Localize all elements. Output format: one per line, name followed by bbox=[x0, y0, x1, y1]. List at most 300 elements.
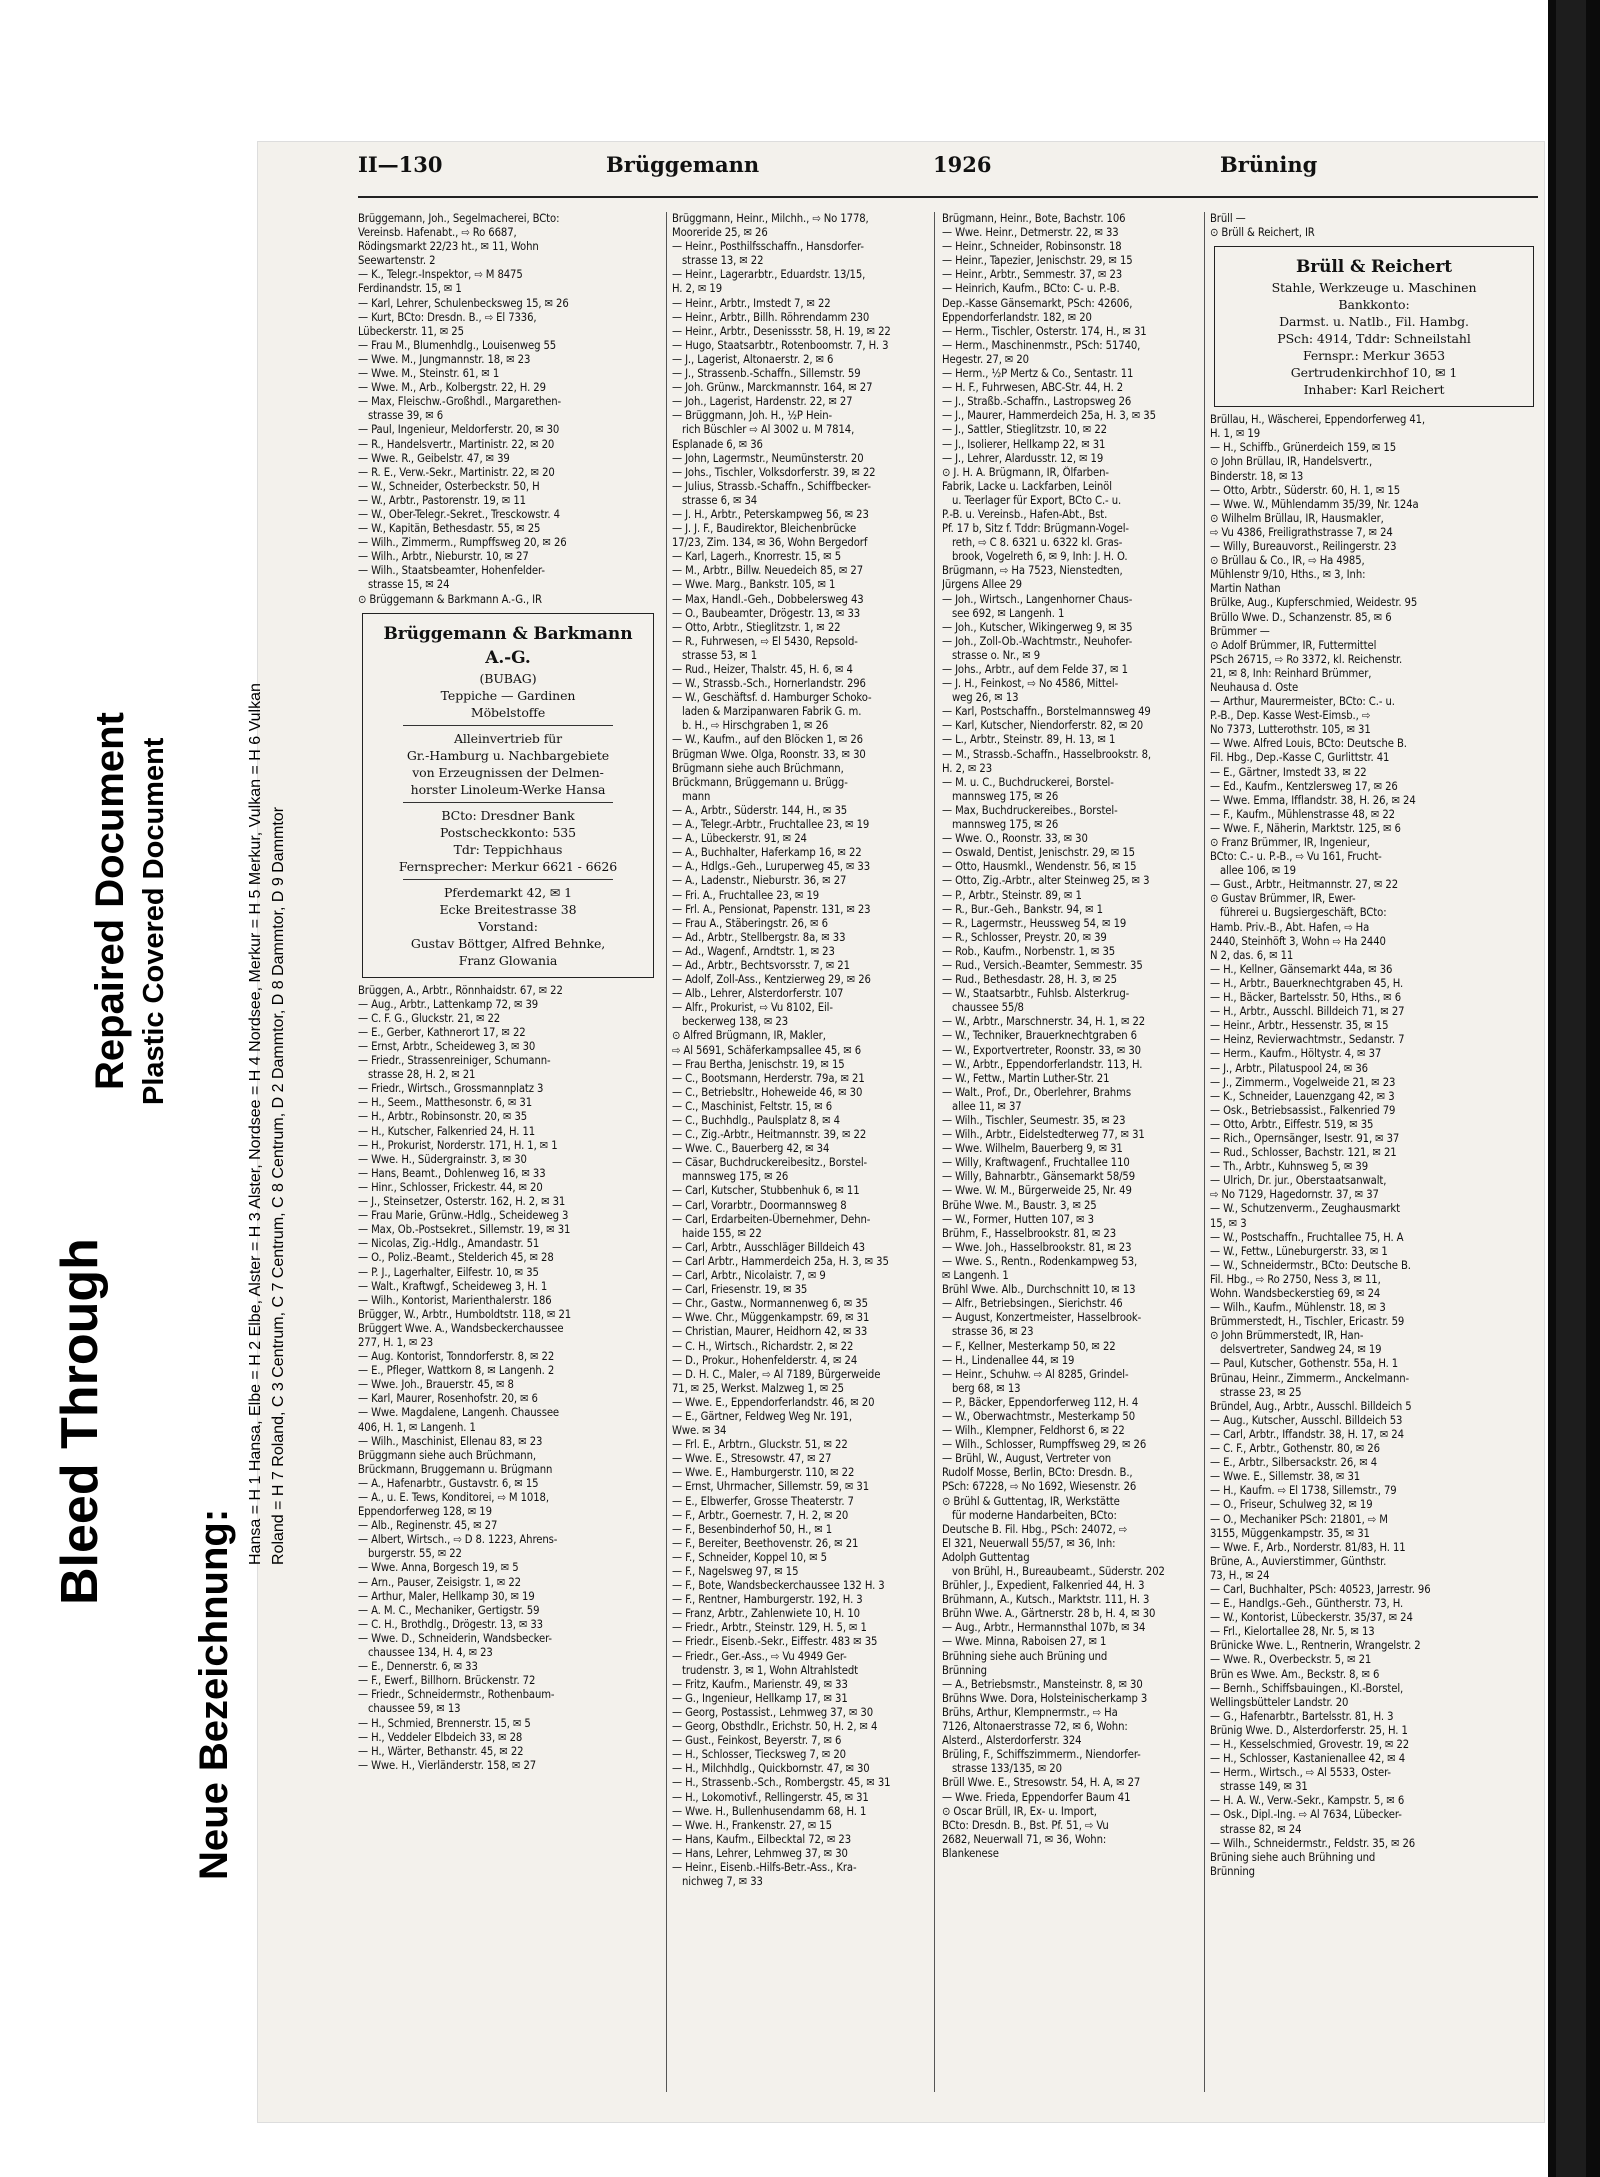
directory-entry: 21, ✉ 8, Inh: Reinhard Brümmer, bbox=[1210, 666, 1372, 680]
directory-entry: 17/23, Zim. 134, ✉ 36, Wohn Bergedorf bbox=[672, 536, 868, 550]
directory-entry: ⊙ John Brüllau, IR, Handelsvertr., bbox=[1210, 455, 1373, 469]
directory-entry: Brüggert Wwe. A., Wandsbeckerchaussee bbox=[358, 1321, 564, 1335]
directory-entry: — K., Telegr.-Inspektor, ⇨ M 8475 bbox=[358, 268, 523, 282]
directory-entry: — Aug. Kontorist, Tonndorferstr. 8, ✉ 22 bbox=[358, 1350, 555, 1364]
directory-entry: — O., Poliz.-Beamt., Stelderich 45, ✉ 28 bbox=[358, 1251, 554, 1265]
directory-entry: — Wilh., Tischler, Seumestr. 35, ✉ 23 bbox=[942, 1114, 1126, 1127]
directory-entry: Vereinsb. Hafenabt., ⇨ Ro 6687, bbox=[358, 226, 517, 240]
directory-entry: — Ad., Wagenf., Arndtstr. 1, ✉ 23 bbox=[672, 944, 835, 958]
directory-entry: — Ernst, Uhrmacher, Sillemstr. 59, ✉ 31 bbox=[672, 1480, 870, 1494]
directory-entry: — Otto, Arbtr., Eiffestr. 519, ✉ 35 bbox=[1210, 1117, 1374, 1131]
directory-entry: — Ad., Arbtr., Bechtsvorsstr. 7, ✉ 21 bbox=[672, 958, 850, 972]
directory-entry: — Wwe. E., Stresowstr. 47, ✉ 27 bbox=[672, 1452, 832, 1466]
directory-entry: Brückmann, Bruggemann u. Brügmann bbox=[358, 1462, 553, 1476]
directory-entry: — W., Kapitän, Bethesdastr. 55, ✉ 25 bbox=[358, 522, 541, 536]
directory-entry: 3155, Müggenkampstr. 35, ✉ 31 bbox=[1210, 1526, 1370, 1540]
advert-line: Möbelstoffe bbox=[470, 704, 546, 720]
advert-line: Postscheckkonto: 535 bbox=[439, 824, 577, 840]
directory-entry: strasse 53, ✉ 1 bbox=[682, 648, 758, 662]
directory-entry: Brünning bbox=[1210, 1864, 1255, 1878]
directory-entry: Blankenese bbox=[942, 1846, 999, 1860]
directory-entry: — W., Exportvertreter, Roonstr. 33, ✉ 30 bbox=[942, 1043, 1141, 1057]
directory-entry: H. 2, ✉ 23 bbox=[942, 761, 992, 775]
directory-entry: — Heinr., Schneider, Robinsonstr. 18 bbox=[942, 240, 1122, 254]
directory-entry: — Wwe. H., Bullenhusendamm 68, H. 1 bbox=[672, 1804, 867, 1818]
directory-entry: — P., Bäcker, Eppendorferweg 112, H. 4 bbox=[942, 1395, 1139, 1409]
directory-entry: — Wwe. M., Arb., Kolbergstr. 22, H. 29 bbox=[358, 381, 546, 395]
directory-entry: — Wwe. Joh., Brauerstr. 45, ✉ 8 bbox=[358, 1378, 514, 1392]
directory-entry: — C., Bootsmann, Herderstr. 79a, ✉ 21 bbox=[672, 1071, 865, 1085]
directory-entry: ⇨ Vu 4386, Freiligrathstrasse 7, ✉ 24 bbox=[1210, 525, 1393, 539]
directory-entry: rich Büschler ⇨ Al 3002 u. M 7814, bbox=[682, 423, 855, 437]
directory-entry: P.-B., Dep. Kasse West-Eimsb., ⇨ bbox=[1210, 709, 1371, 723]
directory-entry: Alsterd., Alsterdorferstr. 324 bbox=[942, 1734, 1082, 1748]
directory-entry: haide 155, ✉ 22 bbox=[682, 1226, 762, 1240]
directory-entry: — Wwe. Minna, Raboisen 27, ✉ 1 bbox=[942, 1635, 1107, 1649]
directory-entry: Dep.-Kasse Gänsemarkt, PSch: 42606, bbox=[942, 296, 1133, 310]
advert-line: Gr.-Hamburg u. Nachbargebiete bbox=[406, 747, 610, 763]
advert-abbr: (BUBAG) bbox=[479, 670, 537, 686]
directory-entry: Brüllau, H., Wäscherei, Eppendorferweg 41, bbox=[1210, 413, 1426, 427]
directory-entry: 406, H. 1, ✉ Langenh. 1 bbox=[358, 1420, 476, 1434]
directory-entry: — Fritz, Kaufm., Marienstr. 49, ✉ 33 bbox=[672, 1677, 848, 1691]
directory-entry: strasse 133/135, ✉ 20 bbox=[952, 1762, 1062, 1776]
directory-entry: — R., Handelsvertr., Martinistr. 22, ✉ 20 bbox=[358, 437, 555, 451]
directory-entry: — Frl., Kielortallee 28, Nr. 5, ✉ 13 bbox=[1210, 1625, 1375, 1639]
directory-entry: strasse 6, ✉ 34 bbox=[682, 493, 758, 507]
directory-entry: — W., Kontorist, Lübeckerstr. 35/37, ✉ 24 bbox=[1210, 1611, 1413, 1625]
advert-line: von Erzeugnissen der Delmen- bbox=[412, 764, 604, 780]
directory-entry: — Joh., Zoll-Ob.-Wachtmstr., Neuhofer- bbox=[942, 634, 1133, 648]
advert-line: PSch: 4914, Tddr: Schneilstahl bbox=[1277, 331, 1471, 347]
directory-entry: 2682, Neuerwall 71, ✉ 36, Wohn: bbox=[942, 1832, 1107, 1846]
directory-entry: — Wwe. O., Roonstr. 33, ✉ 30 bbox=[942, 832, 1088, 846]
column-1-entries-bottom bbox=[358, 984, 658, 1773]
directory-entry: — Cäsar, Buchdruckereibesitz., Borstel- bbox=[672, 1156, 868, 1170]
directory-entry: — A., Ladenstr., Nieburstr. 36, ✉ 27 bbox=[672, 874, 847, 888]
directory-entry: — Carl, Kutscher, Stubbenhuk 6, ✉ 11 bbox=[672, 1184, 860, 1198]
directory-entry: — W., Schneidermstr., BCto: Deutsche B. bbox=[1210, 1258, 1411, 1272]
directory-entry: ⊙ Franz Brümmer, IR, Ingenieur, bbox=[1210, 836, 1370, 849]
directory-entry: — H., Kutscher, Falkenried 24, H. 11 bbox=[358, 1124, 536, 1138]
directory-entry: — Brühl, W., August, Vertreter von bbox=[942, 1452, 1112, 1466]
directory-entry: — W., Arbtr., Eppendorferlandstr. 113, H. bbox=[942, 1057, 1143, 1071]
directory-entry: Brüllo Wwe. D., Schanzenstr. 85, ✉ 6 bbox=[1210, 610, 1392, 624]
directory-entry: — Wilh., Maschinist, Ellenau 83, ✉ 23 bbox=[358, 1434, 543, 1448]
directory-entry: — W., Kaufm., auf den Blöcken 1, ✉ 26 bbox=[672, 733, 863, 747]
directory-entry: — R., Bur.-Geh., Bankstr. 94, ✉ 1 bbox=[942, 902, 1103, 916]
directory-entry: — H., Kesselschmied, Grovestr. 19, ✉ 22 bbox=[1210, 1738, 1410, 1751]
directory-entry: — Wwe. Magdalene, Langenh. Chaussee bbox=[358, 1406, 560, 1420]
directory-entry: — Heinr., Arbtr., Imstedt 7, ✉ 22 bbox=[672, 296, 831, 310]
directory-entry: BCto: Dresdn. B., Bst. Pf. 51, ⇨ Vu bbox=[942, 1818, 1109, 1832]
directory-entry: — C., Maschinist, Feltstr. 15, ✉ 6 bbox=[672, 1099, 833, 1113]
directory-entry: — Rich., Opernsänger, Isestr. 91, ✉ 37 bbox=[1210, 1131, 1400, 1145]
directory-entry: — E., Gerber, Kathnerort 17, ✉ 22 bbox=[358, 1025, 526, 1039]
directory-entry: — Heinr., Arbtr., Desenissstr. 58, H. 19, ✉ 22 bbox=[672, 324, 891, 338]
directory-entry: — J. H., Feinkost, ⇨ No 4586, Mittel- bbox=[942, 677, 1119, 691]
directory-entry: — Wwe. E., Sillemstr. 38, ✉ 31 bbox=[1210, 1470, 1361, 1484]
directory-entry: — Karl, Maurer, Rosenhofstr. 20, ✉ 6 bbox=[358, 1392, 538, 1406]
directory-entry: — O., Baubeamter, Drögestr. 13, ✉ 33 bbox=[672, 606, 861, 620]
directory-entry: — Fri. A., Fruchtallee 23, ✉ 19 bbox=[672, 888, 820, 902]
directory-entry: — W., Arbtr., Pastorenstr. 19, ✉ 11 bbox=[358, 493, 526, 507]
directory-entry: Brühn Wwe. A., Gärtnerstr. 28 b, H. 4, ✉ 30 bbox=[942, 1607, 1156, 1621]
directory-entry: — Frau Marie, Grünw.-Hdlg., Scheideweg 3 bbox=[358, 1209, 569, 1223]
directory-entry: — Arthur, Maurermeister, BCto: C.- u. bbox=[1210, 695, 1395, 709]
directory-entry: Esplanade 6, ✉ 36 bbox=[672, 437, 763, 451]
directory-entry: see 692, ✉ Langenh. 1 bbox=[952, 606, 1065, 620]
directory-entry: berg 68, ✉ 13 bbox=[952, 1381, 1021, 1395]
directory-entry: — W., Fettw., Martin Luther-Str. 21 bbox=[942, 1071, 1110, 1085]
directory-entry: Brühmann, A., Kutsch., Marktstr. 111, H. 3 bbox=[942, 1593, 1150, 1607]
directory-entry: Ferdinandstr. 15, ✉ 1 bbox=[358, 282, 462, 296]
directory-entry: Eppendorferlandstr. 182, ✉ 20 bbox=[942, 310, 1092, 324]
directory-entry: — Wilh., Zimmerm., Rumpffsweg 20, ✉ 26 bbox=[358, 536, 567, 550]
directory-entry: strasse 149, ✉ 31 bbox=[1220, 1780, 1308, 1794]
directory-entry: — Rud., Bethesdastr. 28, H. 3, ✉ 25 bbox=[942, 973, 1117, 987]
directory-entry: strasse o. Nr., ✉ 9 bbox=[952, 648, 1041, 662]
directory-entry: Binderstr. 18, ✉ 13 bbox=[1210, 469, 1304, 483]
directory-entry: — Rud., Schlosser, Bachstr. 121, ✉ 21 bbox=[1210, 1146, 1397, 1160]
column-1 bbox=[358, 212, 658, 1773]
directory-entry: — G., Hafenarbtr., Bartelsstr. 81, H. 3 bbox=[1210, 1709, 1394, 1723]
directory-entry: — Wwe. Joh., Hasselbrookstr. 81, ✉ 23 bbox=[942, 1240, 1132, 1254]
directory-entry: — Wilh., Kaufm., Mühlenstr. 18, ✉ 3 bbox=[1210, 1301, 1386, 1315]
directory-entry: — E., Handlgs.-Geh., Güntherstr. 73, H. bbox=[1210, 1597, 1404, 1611]
directory-entry: mann bbox=[682, 789, 711, 803]
directory-entry: Brückmann, Brüggemann u. Brügg- bbox=[672, 775, 848, 789]
directory-entry: — Joh., Wirtsch., Langenhorner Chaus- bbox=[942, 592, 1133, 606]
directory-entry: — Nicolas, Zig.-Hdlg., Amandastr. 51 bbox=[358, 1237, 540, 1251]
directory-entry: Brüggemann, Joh., Segelmacherei, BCto: bbox=[358, 212, 560, 225]
directory-entry: brook, Vogelreth 6, ✉ 9, Inh: J. H. O. bbox=[952, 550, 1128, 564]
directory-entry: — R., Schlosser, Preystr. 20, ✉ 39 bbox=[942, 930, 1107, 944]
directory-entry: — Hinr., Schlosser, Frickestr. 44, ✉ 20 bbox=[358, 1180, 543, 1194]
directory-entry: P.-B. u. Vereinsb., Hafen-Abt., Bst. bbox=[942, 507, 1108, 521]
directory-entry: Pf. 17 b, Sitz f. Tddr: Brügmann-Vogel- bbox=[942, 522, 1129, 536]
directory-entry: — Wwe. H., Vierländerstr. 158, ✉ 27 bbox=[358, 1758, 537, 1772]
directory-entry: — Wwe. S., Rentn., Rodenkampweg 53, bbox=[942, 1254, 1138, 1268]
directory-entry: PSch 26715, ⇨ Ro 3372, kl. Reichenstr. bbox=[1210, 652, 1403, 666]
header-right-name: Brüning bbox=[1220, 152, 1318, 177]
directory-entry: — H., Arbtr., Robinsonstr. 20, ✉ 35 bbox=[358, 1110, 528, 1124]
directory-entry: — Wwe. Frieda, Eppendorfer Baum 41 bbox=[942, 1790, 1131, 1804]
directory-entry: — Herm., Tischler, Osterstr. 174, H., ✉ 31 bbox=[942, 324, 1147, 338]
directory-entry: — Willy, Kraftwagenf., Fruchtallee 110 bbox=[942, 1156, 1130, 1170]
directory-entry: — H., Prokurist, Norderstr. 171, H. 1, ✉ 1 bbox=[358, 1138, 558, 1152]
advert-line: Vorstand: bbox=[478, 918, 538, 934]
directory-entry: — Arthur, Maler, Hellkamp 30, ✉ 19 bbox=[358, 1589, 535, 1603]
directory-entry: — Aug., Arbtr., Hermannsthal 107b, ✉ 34 bbox=[942, 1621, 1146, 1635]
directory-entry: — Ernst, Arbtr., Scheideweg 3, ✉ 30 bbox=[358, 1040, 536, 1053]
directory-entry: — Carl Arbtr., Hammerdeich 25a, H. 3, ✉ 35 bbox=[672, 1254, 889, 1268]
directory-entry: — F., Arbtr., Goernestr. 7, H. 2, ✉ 20 bbox=[672, 1508, 849, 1522]
directory-entry: Brügman Wwe. Olga, Roonstr. 33, ✉ 30 bbox=[672, 747, 866, 761]
directory-entry: chaussee 55/8 bbox=[952, 1001, 1024, 1015]
directory-entry: Rödingsmarkt 22/23 ht., ✉ 11, Wohn bbox=[358, 240, 539, 254]
directory-entry: Brünning bbox=[942, 1663, 987, 1677]
directory-entry: — W., Geschäftsf. d. Hamburger Schoko- bbox=[672, 691, 872, 705]
directory-entry: — Max, Ob.-Postsekret., Sillemstr. 19, ✉ 31 bbox=[358, 1223, 571, 1237]
directory-entry: — Carl, Erdarbeiten-Übernehmer, Dehn- bbox=[672, 1212, 871, 1226]
directory-entry: 73, H., ✉ 24 bbox=[1210, 1568, 1270, 1582]
directory-entry: Brüling, F., Schiffszimmerm., Niendorfer- bbox=[942, 1748, 1141, 1762]
directory-entry: — Aug., Arbtr., Lattenkamp 72, ✉ 39 bbox=[358, 997, 539, 1011]
directory-entry: — J., Sattler, Stieglitzstr. 10, ✉ 22 bbox=[942, 423, 1107, 437]
advert-line: Stahle, Werkzeuge u. Maschinen bbox=[1271, 280, 1477, 296]
directory-entry: — Georg, Obsthdlr., Erichstr. 50, H. 2, ✉ 4 bbox=[672, 1720, 878, 1734]
directory-entry: — A., Hdlgs.-Geh., Luruperweg 45, ✉ 33 bbox=[672, 860, 871, 874]
directory-entry: — W., Oberwachtmstr., Mesterkamp 50 bbox=[942, 1409, 1135, 1423]
directory-entry: — Alfr., Prokurist, ⇨ Vu 8102, Eil- bbox=[672, 1001, 833, 1015]
directory-entry: Brühns Wwe. Dora, Holsteinischerkamp 3 bbox=[942, 1691, 1148, 1705]
directory-entry: — Wwe. R., Overbeckstr. 5, ✉ 21 bbox=[1210, 1653, 1372, 1667]
directory-entry: — Friedr., Strassenreiniger, Schumann- bbox=[358, 1054, 551, 1068]
directory-entry: — Gust., Arbtr., Heitmannstr. 27, ✉ 22 bbox=[1210, 878, 1399, 892]
directory-entry: Wwe. ✉ 34 bbox=[672, 1424, 727, 1438]
directory-entry: — H., Arbtr., Bauerknechtgraben 45, H. bbox=[1210, 976, 1404, 990]
directory-entry: mannsweg 175, ✉ 26 bbox=[952, 818, 1059, 832]
directory-entry: — W., Postschaffn., Fruchtallee 75, H. A bbox=[1210, 1230, 1404, 1244]
directory-entry: El 321, Neuerwall 55/57, ✉ 36, Inh: bbox=[942, 1536, 1116, 1550]
directory-entry: ⇨ No 7129, Hagedornstr. 37, ✉ 37 bbox=[1210, 1188, 1379, 1202]
directory-entry: — K., Schneider, Lauenzgang 42, ✉ 3 bbox=[1210, 1089, 1395, 1103]
directory-entry: — Georg, Postassist., Lehmweg 37, ✉ 30 bbox=[672, 1705, 874, 1719]
column-divider bbox=[666, 212, 667, 2092]
directory-entry: — Heinr., Schuhw. ⇨ Al 8285, Grindel- bbox=[942, 1367, 1129, 1381]
directory-entry: Hegestr. 27, ✉ 20 bbox=[942, 352, 1029, 366]
directory-entry: — F., Bereiter, Beethovenstr. 26, ✉ 21 bbox=[672, 1536, 859, 1550]
directory-entry: — F., Kaufm., Mühlenstrasse 48, ✉ 22 bbox=[1210, 807, 1395, 821]
directory-entry: — M., Strassb.-Schaffn., Hasselbrookstr. 8, bbox=[942, 747, 1152, 761]
directory-entry: — Walt., Kraftwgf., Scheideweg 3, H. 1 bbox=[358, 1279, 548, 1293]
directory-entry: Mooreride 25, ✉ 26 bbox=[672, 226, 768, 240]
directory-entry: — W., Staatsarbtr., Fuhlsb. Alsterkrug- bbox=[942, 987, 1130, 1001]
directory-entry: — E., Pfleger, Wattkorn 8, ✉ Langenh. 2 bbox=[358, 1364, 555, 1378]
directory-entry: — Carl, Arbtr., Nicolaistr. 7, ✉ 9 bbox=[672, 1269, 826, 1283]
directory-entry: — Wwe. Emma, Ifflandstr. 38, H. 26, ✉ 24 bbox=[1210, 793, 1416, 807]
directory-entry: Fabrik, Lacke u. Lackfarben, Leinöl bbox=[942, 479, 1112, 493]
directory-entry: — Wwe. W., Mühlendamm 35/39, Nr. 124a bbox=[1210, 497, 1419, 511]
directory-entry: führerei u. Bugsiergeschäft, BCto: bbox=[1220, 906, 1387, 920]
directory-entry: — F., Nagelsweg 97, ✉ 15 bbox=[672, 1565, 799, 1578]
directory-entry: No 7373, Lutterothstr. 105, ✉ 31 bbox=[1210, 723, 1371, 737]
directory-entry: Lübeckerstr. 11, ✉ 25 bbox=[358, 324, 464, 338]
directory-entry: — Joh. Grünw., Marckmannstr. 164, ✉ 27 bbox=[672, 381, 873, 395]
directory-entry: — Hans, Beamt., Dohlenweg 16, ✉ 33 bbox=[358, 1166, 546, 1180]
directory-entry: Bründel, Aug., Arbtr., Ausschl. Billdeich 5 bbox=[1210, 1399, 1412, 1413]
directory-entry: ⊙ Brühl & Guttentag, IR, Werkstätte bbox=[942, 1494, 1120, 1508]
directory-entry: — Walt., Prof., Dr., Oberlehrer, Brahms bbox=[942, 1085, 1132, 1099]
directory-entry: 7126, Altonaerstrasse 72, ✉ 6, Wohn: bbox=[942, 1720, 1128, 1734]
directory-entry: weg 26, ✉ 13 bbox=[952, 691, 1019, 705]
directory-entry: — Wwe. Chr., Müggenkampstr. 69, ✉ 31 bbox=[672, 1311, 870, 1325]
directory-entry: ⊙ Brüll & Reichert, IR bbox=[1210, 226, 1315, 240]
directory-entry: für moderne Handarbeiten, BCto: bbox=[952, 1508, 1117, 1522]
header-left-name: Brüggemann bbox=[606, 152, 760, 177]
directory-entry: — Heinr., Tapezier, Jenischstr. 29, ✉ 15 bbox=[942, 254, 1133, 268]
directory-entry: Brünicke Wwe. L., Rentnerin, Wrangelstr. 2 bbox=[1210, 1639, 1421, 1653]
directory-entry: — E., Elbwerfer, Grosse Theaterstr. 7 bbox=[672, 1494, 854, 1508]
directory-entry: — Christian, Maurer, Heidhorn 42, ✉ 33 bbox=[672, 1325, 868, 1339]
directory-entry: — Franz, Arbtr., Zahlenwiete 10, H. 10 bbox=[672, 1607, 860, 1621]
advert-line: Fernspr.: Merkur 3653 bbox=[1302, 348, 1446, 364]
directory-entry: — E., Gärtner, Imstedt 33, ✉ 22 bbox=[1210, 765, 1367, 779]
directory-entry: — Wwe. H., Südergrainstr. 3, ✉ 30 bbox=[358, 1152, 527, 1166]
directory-entry: — Ad., Arbtr., Stellbergstr. 8a, ✉ 33 bbox=[672, 930, 846, 944]
directory-entry: von Brühl, H., Bureaubeamt., Süderstr. 202 bbox=[952, 1565, 1165, 1578]
directory-entry: — W., Fettw., Lüneburgerstr. 33, ✉ 1 bbox=[1210, 1244, 1388, 1258]
directory-entry: — A., Lübeckerstr. 91, ✉ 24 bbox=[672, 832, 807, 846]
directory-entry: — Carl, Buchhalter, PSch: 40523, Jarrestr. 96 bbox=[1210, 1582, 1431, 1596]
directory-entry: — C., Betriebsltr., Hoheweide 46, ✉ 30 bbox=[672, 1085, 863, 1099]
directory-entry: Brügmann, ⇨ Ha 7523, Nienstedten, bbox=[942, 564, 1123, 578]
directory-entry: — A., u. E. Tews, Konditorei, ⇨ M 1018, bbox=[358, 1491, 549, 1504]
directory-entry: — J., Isolierer, Hellkamp 22, ✉ 31 bbox=[942, 437, 1106, 451]
directory-entry: — Wilh., Klempner, Feldhorst 6, ✉ 22 bbox=[942, 1424, 1125, 1438]
directory-entry: — Heinr., Arbtr., Billh. Röhrendamm 230 bbox=[672, 310, 870, 324]
directory-entry: — Johs., Tischler, Volksdorferstr. 39, ✉ 22 bbox=[672, 465, 876, 479]
directory-entry: strasse 13, ✉ 22 bbox=[682, 254, 764, 268]
directory-entry: trudenstr. 3, ✉ 1, Wohn Altrahlstedt bbox=[682, 1663, 858, 1677]
directory-entry: — W., Ober-Telegr.-Sekret., Tresckowstr. 4 bbox=[358, 507, 560, 521]
directory-entry: — H., Wärter, Bethanstr. 45, ✉ 22 bbox=[358, 1744, 524, 1758]
directory-entry: — W., Arbtr., Marschnerstr. 34, H. 1, ✉ 22 bbox=[942, 1015, 1146, 1029]
advert-line: Franz Glowania bbox=[458, 952, 558, 968]
directory-entry: Brümmerstedt, H., Tischler, Ericastr. 59 bbox=[1210, 1315, 1405, 1329]
directory-entry: Brüggen, A., Arbtr., Rönnhaidstr. 67, ✉ 22 bbox=[358, 983, 563, 997]
directory-entry: — F., Schneider, Koppel 10, ✉ 5 bbox=[672, 1550, 827, 1564]
directory-entry: — Wwe. W. M., Bürgerweide 25, Nr. 49 bbox=[942, 1184, 1132, 1198]
directory-entry: — Heinr., Posthilfsschaffn., Hansdorfer- bbox=[672, 240, 864, 254]
directory-entry: — Frl. A., Pensionat, Papenstr. 131, ✉ 23 bbox=[672, 902, 871, 916]
directory-entry: Brühs, Arthur, Klempnermstr., ⇨ Ha bbox=[942, 1705, 1118, 1719]
directory-entry: ⊙ Alfred Brügmann, IR, Makler, bbox=[672, 1029, 826, 1043]
directory-entry: — E., Gärtner, Feldweg Weg Nr. 191, bbox=[672, 1409, 852, 1423]
directory-entry: — W., Schutzenverm., Zeughausmarkt bbox=[1210, 1202, 1400, 1216]
directory-entry: — G., Ingenieur, Hellkamp 17, ✉ 31 bbox=[672, 1691, 848, 1705]
directory-entry: — H., Arbtr., Ausschl. Billdeich 71, ✉ 27 bbox=[1210, 1005, 1405, 1019]
directory-entry: Brühning siehe auch Brüning und bbox=[942, 1649, 1108, 1663]
directory-entry: — Ed., Kaufm., Kentzlersweg 17, ✉ 26 bbox=[1210, 779, 1398, 793]
directory-entry: chaussee 59, ✉ 13 bbox=[368, 1702, 461, 1716]
directory-entry: — A., Telegr.-Arbtr., Fruchtallee 23, ✉ 19 bbox=[672, 818, 870, 832]
directory-entry: — Johs., Arbtr., auf dem Felde 37, ✉ 1 bbox=[942, 663, 1128, 676]
directory-entry: 277, H. 1, ✉ 23 bbox=[358, 1335, 434, 1349]
directory-entry: — Friedr., Arbtr., Steinstr. 129, H. 5, ✉ 1 bbox=[672, 1621, 867, 1635]
column-divider bbox=[934, 212, 935, 2092]
header-year: 1926 bbox=[933, 152, 992, 177]
directory-entry: — Alfr., Betriebsingen., Sierichstr. 46 bbox=[942, 1297, 1123, 1311]
directory-entry: — Arn., Pauser, Zeisigstr. 1, ✉ 22 bbox=[358, 1575, 521, 1589]
directory-entry: reth, ⇨ C 8. 6321 u. 6322 kl. Gras- bbox=[952, 536, 1123, 550]
directory-entry: Brühe Wwe. M., Baustr. 3, ✉ 25 bbox=[942, 1198, 1097, 1212]
column-divider bbox=[1204, 212, 1205, 2092]
directory-entry: — C. H., Brothdlg., Drögestr. 13, ✉ 33 bbox=[358, 1617, 543, 1631]
directory-entry: — Heinr., Arbtr., Hessenstr. 35, ✉ 15 bbox=[1210, 1019, 1389, 1033]
directory-entry: — H., Kellner, Gänsemarkt 44a, ✉ 36 bbox=[1210, 962, 1393, 976]
advert-line: Fernsprecher: Merkur 6621 - 6626 bbox=[398, 858, 618, 874]
advert-brueggemann-barkmann bbox=[362, 613, 654, 978]
directory-entry: — Hans, Kaufm., Eilbecktal 72, ✉ 23 bbox=[672, 1832, 852, 1846]
directory-entry: Brügmann, Heinr., Bote, Bachstr. 106 bbox=[942, 212, 1126, 225]
directory-entry: — Heinrich, Kaufm., BCto: C- u. P.-B. bbox=[942, 282, 1120, 296]
directory-entry: Jürgens Allee 29 bbox=[942, 578, 1022, 592]
directory-entry: — Rud., Heizer, Thalstr. 45, H. 6, ✉ 4 bbox=[672, 663, 853, 676]
directory-entry: — Albert, Wirtsch., ⇨ D 8. 1223, Ahrens- bbox=[358, 1533, 558, 1547]
directory-entry: — W., Techniker, Brauerknechtgraben 6 bbox=[942, 1029, 1137, 1043]
directory-entry: — W., Strassb.-Sch., Hornerlandstr. 296 bbox=[672, 677, 866, 691]
directory-entry: Brüggmann, Heinr., Milchh., ⇨ No 1778, bbox=[672, 212, 869, 225]
legend-bleed-through: Bleed Through bbox=[51, 1238, 109, 1605]
directory-entry: — Osk., Dipl.-Ing. ⇨ Al 7634, Lübecker- bbox=[1210, 1808, 1402, 1822]
directory-entry: Brüll Wwe. E., Stresowstr. 54, H. A, ✉ 27 bbox=[942, 1776, 1141, 1790]
directory-entry: — J., Strassenb.-Schaffn., Sillemstr. 59 bbox=[672, 367, 861, 381]
directory-entry: — J., Zimmerm., Vogelweide 21, ✉ 23 bbox=[1210, 1075, 1396, 1089]
directory-entry: — P. J., Lagerhalter, Eilfestr. 10, ✉ 35 bbox=[358, 1265, 539, 1279]
directory-entry: — Willy, Bahnarbtr., Gänsemarkt 58/59 bbox=[942, 1170, 1136, 1184]
directory-entry: — D., Prokur., Hohenfelderstr. 4, ✉ 24 bbox=[672, 1353, 858, 1367]
directory-entry: — H. A. W., Verw.-Sekr., Kampstr. 5, ✉ 6 bbox=[1210, 1794, 1405, 1808]
directory-entry: — Wwe. E., Hamburgerstr. 110, ✉ 22 bbox=[672, 1466, 855, 1480]
directory-entry: — Wwe. Heinr., Detmerstr. 22, ✉ 33 bbox=[942, 226, 1119, 240]
directory-entry: — Herm., Kaufm., Höltystr. 4, ✉ 37 bbox=[1210, 1047, 1382, 1061]
directory-entry: — Friedr., Eisenb.-Sekr., Eiffestr. 483 ✉ 35 bbox=[672, 1635, 878, 1649]
directory-entry: — Frau M., Blumenhdlg., Louisenweg 55 bbox=[358, 338, 557, 352]
header-rule bbox=[358, 196, 1538, 198]
directory-entry: — Bernh., Schiffsbauingen., Kl.-Borstel, bbox=[1210, 1681, 1404, 1695]
legend-neue-bezeichnung: Neue Bezeichnung: bbox=[192, 1508, 236, 1880]
directory-entry: nichweg 7, ✉ 33 bbox=[682, 1875, 763, 1889]
directory-entry: — F., Kellner, Mesterkamp 50, ✉ 22 bbox=[942, 1339, 1116, 1353]
directory-entry: — O., Friseur, Schulweg 32, ✉ 19 bbox=[1210, 1498, 1373, 1512]
directory-entry: — A., Buchhalter, Haferkamp 16, ✉ 22 bbox=[672, 846, 862, 860]
directory-entry: — Wwe. F., Arb., Norderstr. 81/83, H. 11 bbox=[1210, 1540, 1406, 1554]
directory-entry: ⇨ Al 5691, Schäferkampsallee 45, ✉ 6 bbox=[672, 1043, 862, 1057]
directory-entry: 2440, Steinhöft 3, Wohn ⇨ Ha 2440 bbox=[1210, 934, 1386, 948]
directory-entry: — Otto, Zig.-Arbtr., alter Steinweg 25, ✉ 3 bbox=[942, 874, 1150, 888]
advert-line: Ecke Breitestrasse 38 bbox=[439, 901, 577, 917]
directory-entry: mannsweg 175, ✉ 26 bbox=[682, 1170, 789, 1184]
advert-line: horster Linoleum-Werke Hansa bbox=[410, 781, 606, 797]
directory-entry: — Max, Buchdruckereibes., Borstel- bbox=[942, 803, 1118, 817]
directory-entry: — H., Schlosser, Kastanienallee 42, ✉ 4 bbox=[1210, 1752, 1406, 1766]
directory-entry: — Paul, Ingenieur, Meldorferstr. 20, ✉ 30 bbox=[358, 423, 560, 437]
directory-entry: H. 2, ✉ 19 bbox=[672, 282, 722, 296]
directory-entry: — Frau Bertha, Jenischstr. 19, ✉ 15 bbox=[672, 1057, 845, 1071]
legend-line-2: Roland = H 7 Roland, C 3 Centrum, C 7 Centrum, C 8 Centrum, D 2 Dammtor, D 8 Dammtor, D 9 Dammtor bbox=[270, 806, 287, 1565]
directory-entry: PSch: 67228, ⇨ No 1692, Wiesenstr. 26 bbox=[942, 1480, 1137, 1494]
directory-entry: Adolph Guttentag bbox=[942, 1550, 1030, 1564]
directory-entry: — Carl, Arbtr., Iffandstr. 38, H. 17, ✉ 24 bbox=[1210, 1427, 1404, 1441]
directory-entry: — Adolf, Zoll-Ass., Kentzierweg 29, ✉ 26 bbox=[672, 973, 871, 987]
directory-entry: — Brüggmann, Joh. H., ½P Hein- bbox=[672, 409, 833, 423]
directory-entry: — Wwe. Anna, Borgesch 19, ✉ 5 bbox=[358, 1561, 519, 1575]
directory-entry: — M. u. C., Buchdruckerei, Borstel- bbox=[942, 775, 1114, 789]
directory-entry: — D. H. C., Maler, ⇨ Al 7189, Bürgerweide bbox=[672, 1367, 881, 1381]
directory-entry: Deutsche B. Fil. Hbg., PSch: 24072, ⇨ bbox=[942, 1522, 1128, 1536]
directory-entry: chaussee 134, H. 4, ✉ 23 bbox=[368, 1646, 493, 1660]
directory-entry: — Carl, Vorarbtr., Doormannsweg 8 bbox=[672, 1198, 847, 1212]
directory-entry: — C., Buchhdlg., Paulsplatz 8, ✉ 4 bbox=[672, 1114, 840, 1127]
directory-entry: — J., Arbtr., Pilatuspool 24, ✉ 36 bbox=[1210, 1061, 1368, 1075]
column-4-entries-bottom bbox=[1210, 413, 1538, 1879]
directory-entry: Brühm, F., Hasselbrookstr. 81, ✉ 23 bbox=[942, 1226, 1117, 1240]
directory-entry: — Heinr., Arbtr., Semmestr. 37, ✉ 23 bbox=[942, 268, 1123, 282]
advert-line: Inhaber: Karl Reichert bbox=[1303, 382, 1445, 398]
directory-entry: Neuhausa d. Oste bbox=[1210, 680, 1299, 694]
